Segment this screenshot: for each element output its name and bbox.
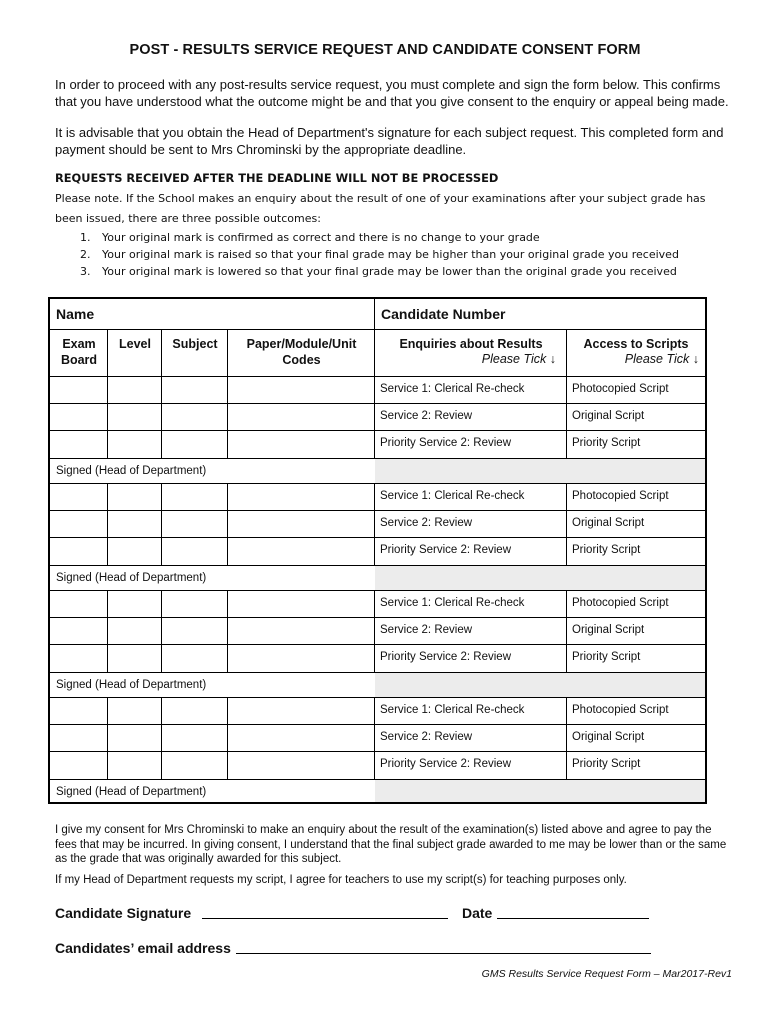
service-label: Service 2: Review (380, 517, 473, 529)
subject-input[interactable] (162, 725, 228, 752)
service-label: Priority Service 2: Review (380, 544, 512, 556)
exam-board-input[interactable] (50, 377, 108, 404)
header-access (567, 330, 705, 377)
service-option[interactable] (375, 645, 567, 673)
level-input[interactable] (108, 645, 162, 673)
date-label: Date (462, 905, 493, 921)
subject-input[interactable] (162, 484, 228, 511)
hod-signature-row[interactable] (50, 459, 705, 484)
script-option[interactable] (567, 645, 705, 673)
level-input[interactable] (108, 698, 162, 725)
signed-hod-label: Signed (Head of Department) (56, 679, 207, 691)
service-option[interactable] (375, 511, 567, 538)
access-scripts-header: Access to Scripts (583, 337, 689, 351)
script-label: Original Script (572, 624, 645, 636)
script-option[interactable] (567, 591, 705, 618)
service-option[interactable] (375, 431, 567, 459)
shaded-area (375, 566, 705, 590)
script-option[interactable] (567, 511, 705, 538)
list-item (80, 229, 679, 246)
service-label: Service 1: Clerical Re-check (380, 490, 525, 502)
service-label: Service 1: Clerical Re-check (380, 383, 525, 395)
request-table (48, 297, 707, 804)
paper-codes-input[interactable] (228, 618, 375, 645)
script-option[interactable] (567, 404, 705, 431)
signature-label: Candidate Signature (55, 905, 192, 921)
list-number: 3. (80, 265, 91, 278)
page-title: POST - RESULTS SERVICE REQUEST AND CANDIDATE CONSENT FORM (129, 42, 641, 58)
exam-board-input[interactable] (50, 725, 108, 752)
exam-board-input[interactable] (50, 404, 108, 431)
outcomes-note: Please note. If the School makes an enquiry about the result of one of your examinations after your subject grade has been issued, there are three possible outcomes: (55, 192, 706, 225)
email-line[interactable] (236, 953, 651, 954)
service-option[interactable] (375, 591, 567, 618)
exam-board-header: Exam Board (60, 337, 98, 367)
hod-signature-row[interactable] (50, 780, 705, 802)
paper-codes-input[interactable] (228, 698, 375, 725)
list-number: 2. (80, 248, 91, 261)
subject-input[interactable] (162, 645, 228, 673)
script-option[interactable] (567, 618, 705, 645)
service-option[interactable] (375, 752, 567, 780)
candidate-number-cell[interactable] (375, 299, 705, 330)
exam-board-input[interactable] (50, 752, 108, 780)
subject-header: Subject (172, 337, 218, 351)
paper-codes-input[interactable] (228, 645, 375, 673)
paper-codes-input[interactable] (228, 377, 375, 404)
service-option[interactable] (375, 618, 567, 645)
paper-codes-header: Paper/Module/Unit Codes (246, 337, 357, 367)
service-option[interactable] (375, 377, 567, 404)
consent-paragraph: I give my consent for Mrs Chrominski to make an enquiry about the result of the examination(s) listed above and agree to pay the fees that may be incurred. In giving consent, I understand that the final subject grade awarded to me may be lower than or the same as the grade that was originally awarded for this subject. (55, 824, 727, 865)
service-label: Service 1: Clerical Re-check (380, 597, 525, 609)
level-input[interactable] (108, 431, 162, 459)
paper-codes-input[interactable] (228, 725, 375, 752)
paper-codes-input[interactable] (228, 752, 375, 780)
service-label: Service 1: Clerical Re-check (380, 704, 525, 716)
outcomes-list (80, 229, 679, 280)
intro-paragraph: In order to proceed with any post-results service request, you must complete and sign the form below. This confirms that you have understood what the outcome might be and that you give consent to the enquiry or appeal being made. (55, 77, 729, 109)
subject-input[interactable] (162, 591, 228, 618)
exam-board-input[interactable] (50, 591, 108, 618)
exam-board-input[interactable] (50, 484, 108, 511)
exam-board-input[interactable] (50, 511, 108, 538)
script-consent-paragraph: If my Head of Department requests my script, I agree for teachers to use my script(s) for teaching purposes only. (55, 874, 627, 886)
service-label: Service 2: Review (380, 410, 473, 422)
list-number: 1. (80, 231, 91, 244)
please-tick-label: Please Tick ↓ (624, 352, 699, 366)
signed-hod-label: Signed (Head of Department) (56, 465, 207, 477)
level-input[interactable] (108, 511, 162, 538)
script-label: Original Script (572, 517, 645, 529)
script-label: Priority Script (572, 758, 641, 770)
script-label: Priority Script (572, 437, 641, 449)
list-text: Your original mark is lowered so that your final grade may be lower than the original grade you received (102, 265, 677, 278)
header-enquiries (375, 330, 567, 377)
level-input[interactable] (108, 484, 162, 511)
service-label: Service 2: Review (380, 624, 473, 636)
script-label: Photocopied Script (572, 704, 669, 716)
script-option[interactable] (567, 538, 705, 566)
level-input[interactable] (108, 404, 162, 431)
service-option[interactable] (375, 725, 567, 752)
script-label: Priority Script (572, 651, 641, 663)
level-input[interactable] (108, 538, 162, 566)
shaded-area (375, 459, 705, 483)
service-option[interactable] (375, 404, 567, 431)
subject-input[interactable] (162, 404, 228, 431)
exam-board-input[interactable] (50, 698, 108, 725)
subject-input[interactable] (162, 698, 228, 725)
subject-input[interactable] (162, 511, 228, 538)
script-label: Original Script (572, 731, 645, 743)
paper-codes-input[interactable] (228, 538, 375, 566)
subject-input[interactable] (162, 538, 228, 566)
service-label: Priority Service 2: Review (380, 651, 512, 663)
level-input[interactable] (108, 377, 162, 404)
header-exam-board (50, 330, 108, 377)
signature-line[interactable] (202, 918, 448, 919)
hod-signature-row[interactable] (50, 673, 705, 698)
level-input[interactable] (108, 591, 162, 618)
header-level (108, 330, 162, 377)
advice-paragraph: It is advisable that you obtain the Head of Department's signature for each subject request. This completed form and payment should be sent to Mrs Chrominski by the appropriate deadline. (55, 125, 724, 157)
script-option[interactable] (567, 752, 705, 780)
hod-signature-row[interactable] (50, 566, 705, 591)
script-option[interactable] (567, 484, 705, 511)
level-input[interactable] (108, 618, 162, 645)
subject-input[interactable] (162, 618, 228, 645)
exam-board-input[interactable] (50, 645, 108, 673)
date-line[interactable] (497, 918, 649, 919)
script-label: Priority Script (572, 544, 641, 556)
script-option[interactable] (567, 431, 705, 459)
service-label: Priority Service 2: Review (380, 758, 512, 770)
signed-hod-label: Signed (Head of Department) (56, 572, 207, 584)
script-label: Original Script (572, 410, 645, 422)
level-header: Level (119, 337, 151, 351)
enquiries-header: Enquiries about Results (399, 337, 543, 351)
exam-board-input[interactable] (50, 431, 108, 459)
level-input[interactable] (108, 725, 162, 752)
name-label: Name (56, 306, 95, 322)
candidate-number-label: Candidate Number (381, 306, 506, 322)
paper-codes-input[interactable] (228, 511, 375, 538)
header-subject (162, 330, 228, 377)
shaded-area (375, 780, 705, 802)
script-option[interactable] (567, 377, 705, 404)
subject-input[interactable] (162, 377, 228, 404)
shaded-area (375, 673, 705, 697)
script-label: Photocopied Script (572, 597, 669, 609)
paper-codes-input[interactable] (228, 591, 375, 618)
email-label: Candidates’ email address (55, 940, 231, 956)
signed-hod-label: Signed (Head of Department) (56, 786, 207, 798)
paper-codes-input[interactable] (228, 484, 375, 511)
subject-input[interactable] (162, 431, 228, 459)
please-tick-label: Please Tick ↓ (481, 352, 556, 366)
subject-input[interactable] (162, 752, 228, 780)
footer-reference: GMS Results Service Request Form – Mar2017-Rev1 (481, 968, 732, 980)
paper-codes-input[interactable] (228, 404, 375, 431)
service-label: Service 2: Review (380, 731, 473, 743)
list-text: Your original mark is confirmed as correct and there is no change to your grade (102, 231, 540, 244)
header-paper (228, 330, 375, 377)
service-label: Priority Service 2: Review (380, 437, 512, 449)
exam-board-input[interactable] (50, 538, 108, 566)
script-option[interactable] (567, 725, 705, 752)
list-item (80, 263, 679, 280)
service-option[interactable] (375, 538, 567, 566)
service-option[interactable] (375, 484, 567, 511)
script-label: Photocopied Script (572, 490, 669, 502)
deadline-warning: REQUESTS RECEIVED AFTER THE DEADLINE WILL NOT BE PROCESSED (55, 171, 499, 185)
service-option[interactable] (375, 698, 567, 725)
name-cell[interactable] (50, 299, 375, 330)
list-text: Your original mark is raised so that your final grade may be higher than your original grade you received (102, 248, 679, 261)
exam-board-input[interactable] (50, 618, 108, 645)
list-item (80, 246, 679, 263)
paper-codes-input[interactable] (228, 431, 375, 459)
level-input[interactable] (108, 752, 162, 780)
script-label: Photocopied Script (572, 383, 669, 395)
script-option[interactable] (567, 698, 705, 725)
